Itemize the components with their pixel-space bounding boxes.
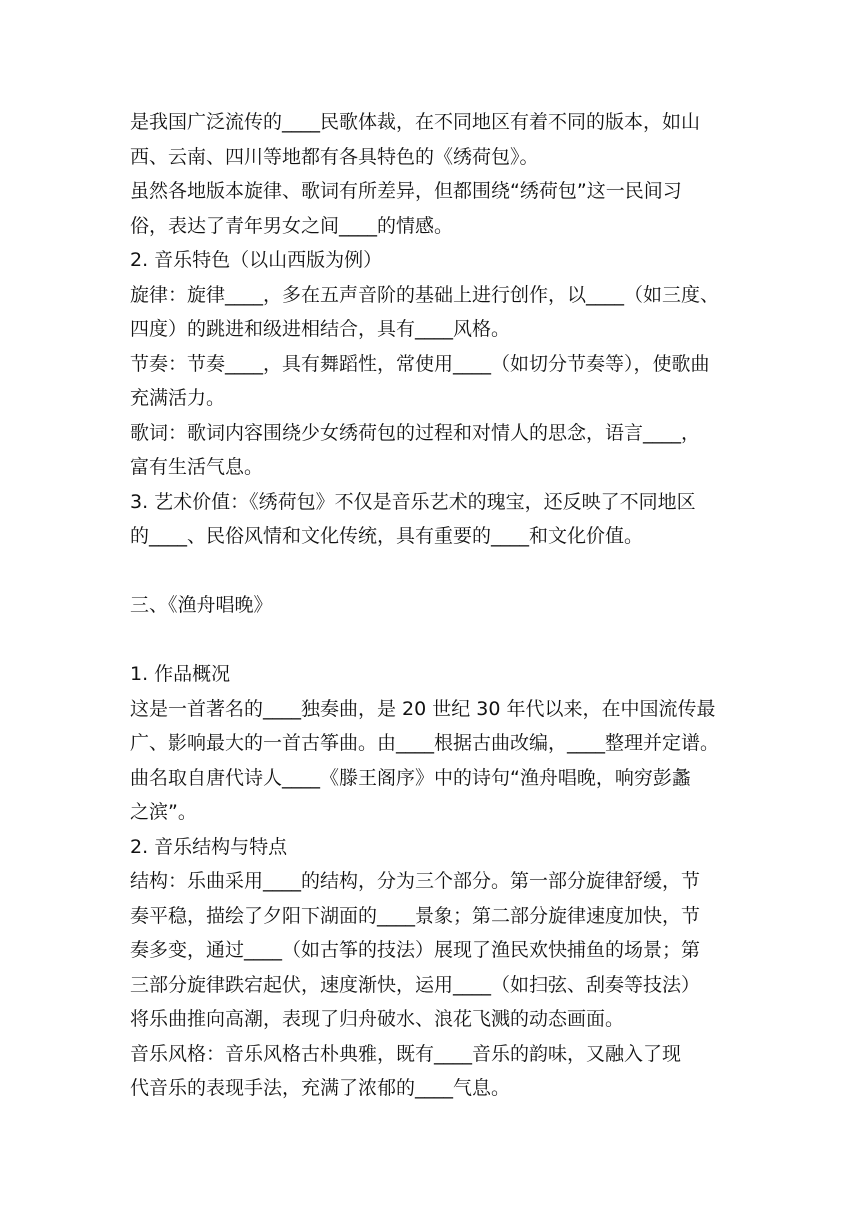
paragraph-line: 广、影响最大的一首古筝曲。由____根据古曲改编，____整理并定谱。	[130, 732, 720, 754]
blank-line	[130, 554, 730, 589]
paragraph-line: 曲名取自唐代诗人____《滕王阁序》中的诗句“渔舟唱晚，响穷彭蠡	[130, 766, 691, 789]
paragraph-line: 代音乐的表现手法，充满了浓郁的____气息。	[130, 1077, 511, 1099]
paragraph-line: 这是一首著名的____独奏曲，是 20 世纪 30 年代以来，在中国流传最	[130, 697, 716, 720]
paragraph-line: 结构：乐曲采用____的结构，分为三个部分。第一部分旋律舒缓，节	[130, 870, 701, 892]
paragraph-line: 将乐曲推向高潮，表现了归舟破水、浪花飞溅的动态画面。	[130, 1008, 625, 1030]
paragraph-line: 之滨”。	[130, 801, 197, 823]
paragraph-line: 富有生活气息。	[130, 456, 264, 478]
paragraph-line: 奏多变，通过____（如古筝的技法）展现了渔民欢快捕鱼的场景；第	[130, 939, 701, 961]
paragraph-line: 旋律：旋律____，多在五声音阶的基础上进行创作，以____（如三度、	[130, 283, 720, 306]
section-heading: 2. 音乐特色（以山西版为例）	[130, 249, 383, 271]
document-body	[130, 105, 730, 1106]
section-heading: 1. 作品概况	[130, 663, 231, 685]
paragraph-line: 西、云南、四川等地都有各具特色的《绣荷包》。	[130, 145, 539, 168]
paragraph-line: 虽然各地版本旋律、歌词有所差异，但都围绕“绣荷包”这一民间习	[130, 180, 682, 202]
blank-line	[130, 623, 730, 658]
paragraph-line: 充满活力。	[130, 387, 226, 409]
chapter-heading: 三、《渔舟唱晚》	[130, 594, 273, 616]
paragraph-line: 节奏：节奏____，具有舞蹈性，常使用____（如切分节奏等），使歌曲	[130, 352, 710, 375]
paragraph-line: 奏平稳，描绘了夕阳下湖面的____景象；第二部分旋律速度加快，节	[130, 904, 701, 927]
paragraph-line: 是我国广泛流传的____民歌体裁，在不同地区有着不同的版本，如山	[130, 111, 701, 133]
paragraph-line: 3. 艺术价值：《绣荷包》不仅是音乐艺术的瑰宝，还反映了不同地区	[130, 490, 696, 513]
section-heading: 2. 音乐结构与特点	[130, 835, 288, 858]
paragraph-line: 音乐风格：音乐风格古朴典雅，既有____音乐的韵味，又融入了现	[130, 1042, 682, 1065]
paragraph-line: 三部分旋律跌宕起伏，速度渐快，运用____（如扫弦、刮奏等技法）	[130, 973, 701, 996]
paragraph-line: 俗，表达了青年男女之间____的情感。	[130, 214, 454, 237]
paragraph-line: 歌词：歌词内容围绕少女绣荷包的过程和对情人的思念，语言____，	[130, 421, 701, 444]
paragraph-line: 的____、民俗风情和文化传统，具有重要的____和文化价值。	[130, 525, 644, 547]
paragraph-line: 四度）的跳进和级进相结合，具有____风格。	[130, 318, 511, 340]
